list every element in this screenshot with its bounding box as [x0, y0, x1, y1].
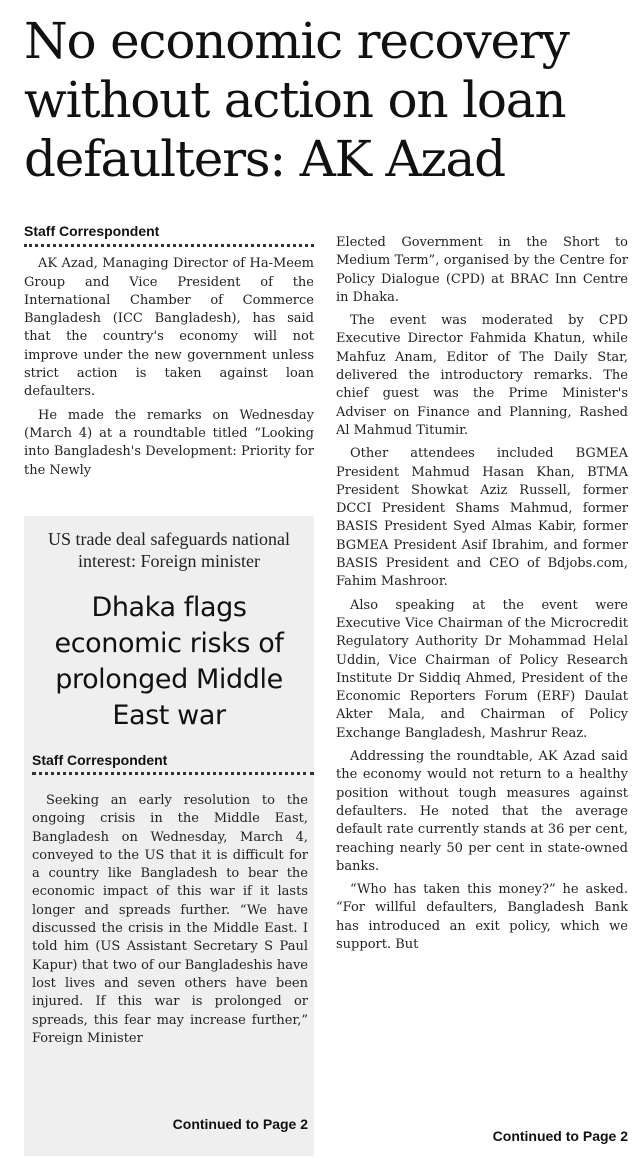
paragraph: Other attendees included BGMEA President Mahmud Hasan Khan, BTMA President Showkat Aziz Russell, former DCCI President Shams Mahmud, former BASIS President Syed Almas Kabir, former BGMEA President Asif Ibrahim, and former BASIS President and CEO of Bdjobs.com, Fahim Mashroor. — [336, 446, 628, 590]
main-story-column-2 — [336, 234, 628, 954]
main-story-body-col1 — [24, 255, 314, 480]
boxed-story-continued-link[interactable]: Continued to Page 2 — [172, 1116, 308, 1132]
paragraph: He made the remarks on Wednesday (March 4) at a roundtable titled “Looking into Bangladesh's Development: Priority for the Newly — [24, 407, 314, 478]
headline-line: No economic recovery — [24, 12, 569, 70]
boxed-story-kicker: US trade deal safeguards national interest: Foreign minister — [48, 529, 290, 571]
main-story-continued-link[interactable]: Continued to Page 2 — [492, 1128, 628, 1144]
main-story-byline: Staff Correspondent — [24, 223, 160, 239]
paragraph: Also speaking at the event were Executive Vice Chairman of the Microcredit Regulatory Authority Dr Mohammad Helal Uddin, Vice Chairman of Policy Research Institute Dr Siddiq Ahmed, President of the Economic Reporters Forum (ERF) Daulat Akter Mala, and Chairman of Policy Exchange Bangladesh, Mashrur Reaz. — [336, 597, 628, 741]
boxed-story — [24, 516, 314, 1156]
paragraph: Elected Government in the Short to Medium Term”, organised by the Centre for Policy Dialogue (CPD) at BRAC Inn Centre in Dhaka. — [336, 235, 628, 305]
boxed-story-byline-wrap — [32, 752, 314, 775]
paragraph: Seeking an early resolution to the ongoing crisis in the Middle East, Bangladesh on Wednesday, March 4, conveyed to the US that it is difficult for a country like Bangladesh to bear the economic impact of this war if it lasts longer and spreads further. “We have discussed the crisis in the Middle East. I told him (US Assistant Secretary S Paul Kapur) that two of our Bangladeshis have lost lives and seven others have been injured. If this war is prolonged or spreads, this fear may increase further,” Foreign Minister — [32, 793, 308, 1046]
main-story-column-1 — [24, 222, 314, 480]
dotted-divider — [24, 244, 314, 247]
headline-line: defaulters: AK Azad — [24, 130, 505, 188]
main-headline — [24, 12, 624, 189]
boxed-story-body — [32, 792, 308, 1048]
paragraph: AK Azad, Managing Director of Ha-Meem Group and Vice President of the International Chamber of Commerce Bangladesh (ICC Bangladesh), has said that the country's economy will not improve under the new government unless strict action is taken against loan defaulters. — [24, 256, 314, 400]
dotted-divider — [32, 772, 314, 775]
boxed-story-headline: Dhaka flags economic risks of prolonged Middle East war — [54, 592, 284, 731]
paragraph: “Who has taken this money?” he asked. “For willful defaulters, Bangladesh Bank has introduced an exit policy, which we support. But — [336, 882, 628, 952]
boxed-story-byline: Staff Correspondent — [32, 752, 168, 768]
paragraph: Addressing the roundtable, AK Azad said the economy would not return to a healthy position without tough measures against defaulters. He noted that the average default rate currently stands at 36 per cent, reaching nearly 50 per cent in state-owned banks. — [336, 749, 628, 874]
paragraph: The event was moderated by CPD Executive Director Fahmida Khatun, while Mahfuz Anam, Editor of The Daily Star, delivered the introductory remarks. The chief guest was the Prime Minister's Adviser on Finance and Planning, Rashed Al Mahmud Titumir. — [336, 313, 628, 438]
headline-line: without action on loan — [24, 71, 566, 129]
